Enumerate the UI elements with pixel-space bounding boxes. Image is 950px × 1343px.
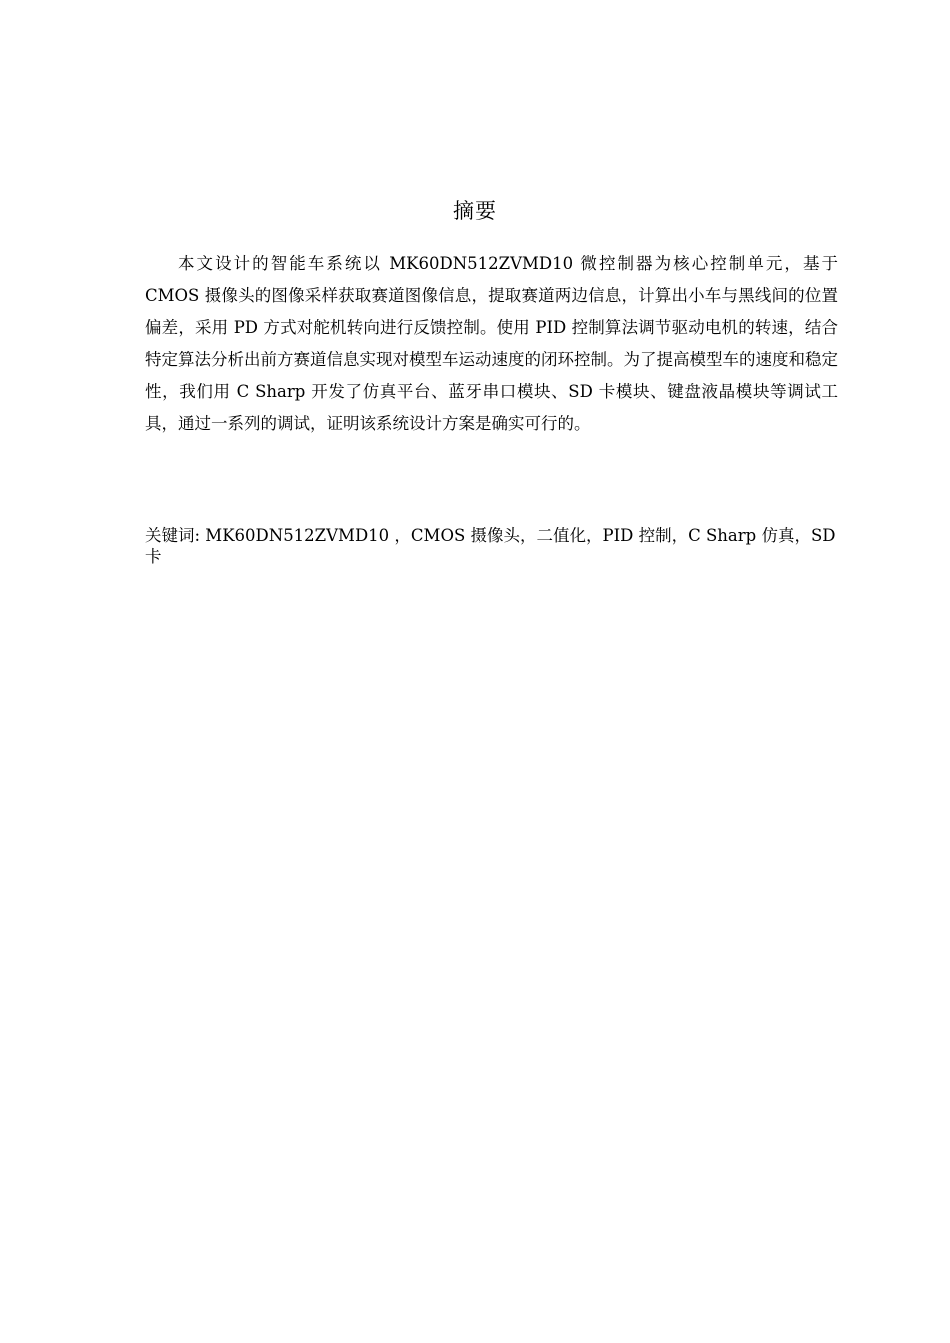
abstract-paragraph: 本文设计的智能车系统以 MK60DN512ZVMD10 微控制器为核心控制单元，基于 CMOS 摄像头的图像采样获取赛道图像信息，提取赛道两边信息，计算出小车与黑线间的位置偏差，采用 PD 方式对舵机转向进行反馈控制。使用 PID 控制算法调节驱动电机的转速，结合特定算法分析出前方赛道信息实现对模型车运动速度的闭环控制。为了提高模型车的速度和稳定性，我们用 C Sharp 开发了仿真平台、蓝牙串口模块、SD 卡模块、键盘液晶模块等调试工具，通过一系列的调试，证明该系统设计方案是确实可行的。	[145, 254, 838, 433]
keywords-line: 关键词: MK60DN512ZVMD10 ，CMOS 摄像头，二值化，PID 控制，C Sharp 仿真，SD 卡	[145, 526, 836, 566]
page-title: 摘要	[453, 199, 497, 223]
